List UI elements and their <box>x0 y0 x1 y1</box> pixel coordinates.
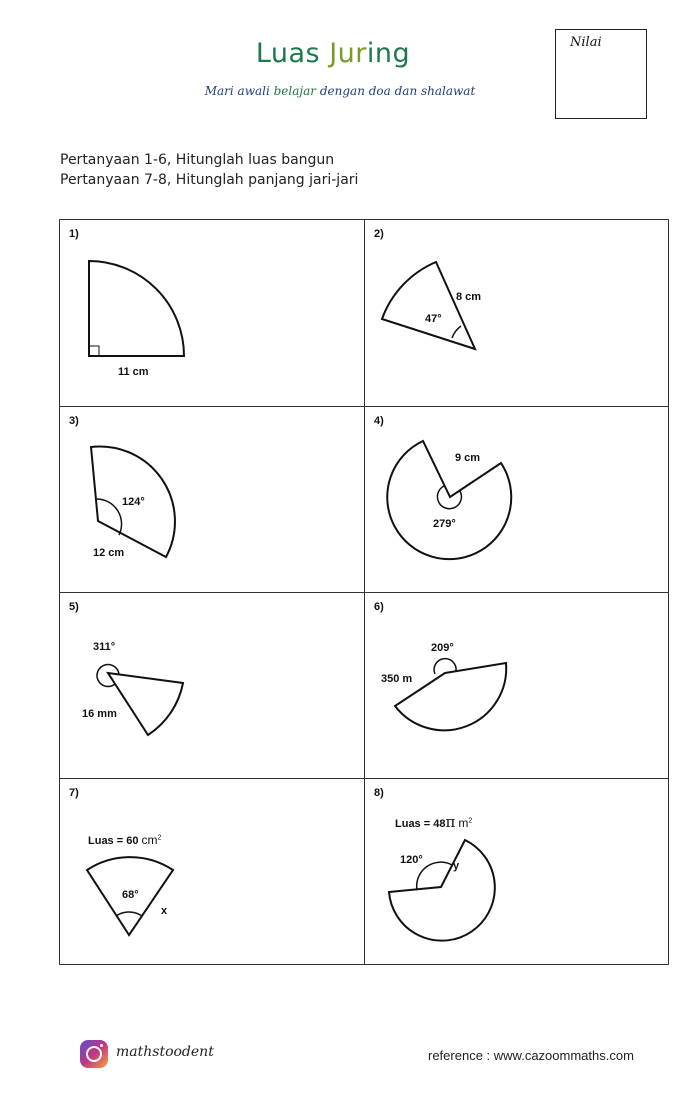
radius-label: 16 mm <box>82 708 117 720</box>
angle-label: 120° <box>400 854 423 866</box>
area-exponent: 2 <box>157 834 162 842</box>
instruction-line-2: Pertanyaan 7-8, Hitunglah panjang jari-jari <box>60 172 359 188</box>
radius-label: 350 m <box>381 673 413 685</box>
area-exponent: 2 <box>468 817 473 825</box>
sector-shape <box>365 220 668 406</box>
sector-shape <box>60 593 364 778</box>
question-number: 3) <box>69 415 79 427</box>
question-grid <box>59 219 669 965</box>
question-cell-3 <box>60 407 364 592</box>
title-word-jur: Jur <box>329 38 367 69</box>
subtitle-part-2: belajar <box>273 84 317 98</box>
title-word-luas: Luas <box>255 38 321 69</box>
sector-shape <box>365 779 668 964</box>
area-pi: π <box>445 813 456 831</box>
sector-shape <box>60 779 364 964</box>
area-unit: cm <box>141 833 158 847</box>
radius-label: y <box>453 860 460 872</box>
question-number: 5) <box>69 601 79 613</box>
sector-shape <box>365 407 668 592</box>
question-cell-6 <box>365 593 668 778</box>
quarter-circle-shape <box>60 220 364 406</box>
question-cell-2 <box>365 220 668 406</box>
area-prefix: Luas = 48 <box>395 818 446 830</box>
radius-label: x <box>161 905 168 917</box>
angle-label: 47° <box>425 313 442 325</box>
score-box[interactable] <box>555 29 647 119</box>
angle-label: 124° <box>122 496 145 508</box>
question-cell-1 <box>60 220 364 406</box>
radius-label: 12 cm <box>93 547 125 559</box>
radius-label: 9 cm <box>455 452 481 464</box>
question-number: 7) <box>69 787 79 799</box>
question-number: 8) <box>374 787 384 799</box>
angle-label: 209° <box>431 642 454 654</box>
instruction-line-1: Pertanyaan 1-6, Hitunglah luas bangun <box>60 152 335 168</box>
instagram-icon-ring <box>86 1046 102 1062</box>
question-number: 6) <box>374 601 384 613</box>
instagram-icon-dot <box>100 1044 103 1047</box>
area-unit: m <box>458 816 469 830</box>
sector-shape <box>365 593 668 778</box>
question-number: 2) <box>374 228 384 240</box>
question-cell-4 <box>365 407 668 592</box>
radius-label: 11 cm <box>118 366 149 378</box>
question-number: 4) <box>374 415 384 427</box>
instagram-handle: mathstoodent <box>116 1044 214 1060</box>
question-cell-8 <box>365 779 668 964</box>
question-number: 1) <box>69 228 79 240</box>
title-word-ing: ing <box>366 38 411 69</box>
score-label: Nilai <box>570 35 602 50</box>
angle-label: 68° <box>122 889 139 901</box>
area-prefix: Luas = 60 <box>88 835 139 847</box>
subtitle-part-1: Mari awali <box>204 84 270 98</box>
radius-label: 8 cm <box>456 291 482 303</box>
instagram-icon <box>80 1040 108 1068</box>
reference-text: reference : www.cazoommaths.com <box>428 1048 634 1063</box>
question-cell-5 <box>60 593 364 778</box>
sector-shape <box>60 407 364 592</box>
subtitle-part-3: dengan doa dan shalawat <box>319 84 476 98</box>
angle-label: 279° <box>433 518 456 530</box>
question-cell-7 <box>60 779 364 964</box>
angle-label: 311° <box>93 641 116 653</box>
